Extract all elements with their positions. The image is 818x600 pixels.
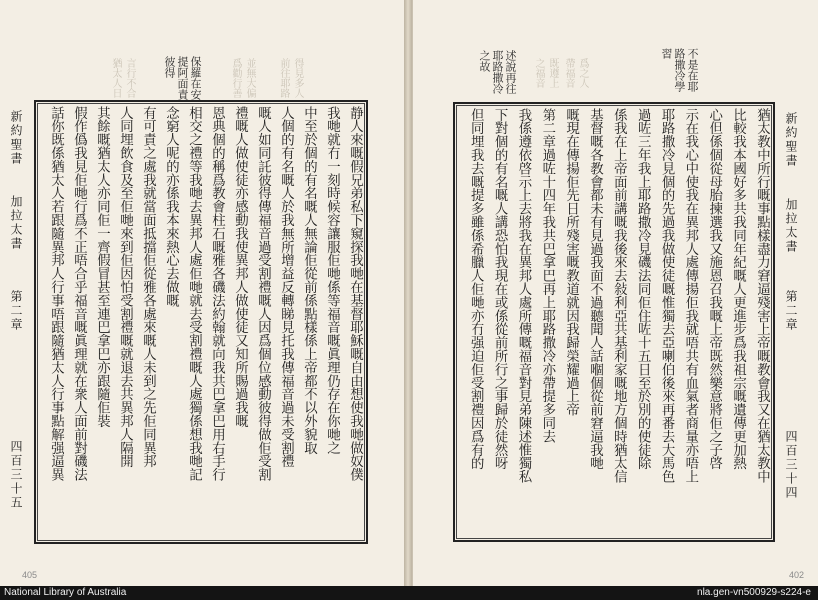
- text-column: 比較我本國好多共我同年紀嘅人更進步爲我祖宗嘅遺傳更加熱: [730, 108, 746, 470]
- text-column: 話你既係猶太人若跟隨異邦人行事唔跟隨猶太人行事點解强逼異: [48, 106, 64, 482]
- right-page: [412, 0, 818, 586]
- text-column: 有可責之處我就當面抵擋佢從雅各處來嘅人未到之先佢同異邦: [140, 106, 156, 468]
- margin-note: 習: [660, 48, 673, 59]
- text-column: 下對個的有名嘅人講恐怕我現在或係從前所行之事歸於徒然呀: [492, 108, 508, 470]
- page-number: 四百三十五: [9, 440, 23, 510]
- book-title: 加拉太書: [784, 198, 798, 254]
- margin-note: 述說再往: [504, 50, 517, 94]
- running-title: 新約聖書: [784, 112, 798, 168]
- footer-bar: [0, 586, 817, 600]
- text-column: 過咗三年我上耶路撒冷見磯法同佢住咗十五日至於別的使徒除: [635, 108, 651, 470]
- running-title: 新約聖書: [9, 110, 23, 166]
- text-column: 念窮人呢的亦係我本來熱心去做嘅: [163, 106, 179, 307]
- margin-note: 路撒冷學: [673, 48, 686, 92]
- text-column: 我係遵依啓示上去將我在異邦人處所傳嘅福音對見弟陳述惟獨私: [515, 108, 531, 484]
- text-column: 我哋就冇一刻時候容讓服佢哋係等福音嘅眞理仍存在你哋之: [324, 106, 340, 455]
- margin-note: 不是在耶: [686, 48, 699, 92]
- text-column: 猶太教中所行嘅事點樣盡力窘逼殘害上帝嘅教會我又在猶太教中: [754, 108, 770, 484]
- text-column: 恩典個的稱爲教會柱石嘅雅各磯法約翰就向我共巴拿巴用右手行: [209, 106, 225, 482]
- text-column: 中至於個的有名嘅人無論佢從前係點樣係上帝都不以外貌取: [301, 106, 317, 455]
- text-column: 静人來嘅假兄弟私下窺探我哋在基督耶穌嘅自由想使我哋做奴僕: [347, 106, 363, 482]
- text-column: 心但係個從母胎揀選我又施恩召我嘅上帝既然樂意將佢之子啓: [706, 108, 722, 470]
- pencil-page-mark: 402: [789, 570, 805, 580]
- margin-note: 保羅在安: [189, 56, 202, 100]
- margin-note: 耶路撒冷: [491, 50, 504, 94]
- ghost-note: 並無大偏: [244, 58, 255, 98]
- book-title: 加拉太書: [9, 195, 23, 251]
- text-column: 係我在上帝面前講嘅我後來去敍利亞共基利家嘅地方個時猶太信: [611, 108, 627, 484]
- ghost-note: 爲之人: [577, 58, 588, 88]
- gutter: [404, 0, 412, 586]
- text-column: 基督嘅各教會都未有見過我面不過聽聞人話嗰個從前窘逼我哋: [587, 108, 603, 470]
- ghost-note: 猶太人日: [110, 58, 121, 98]
- footer-credit: National Library of Australia: [4, 587, 127, 598]
- text-column: 嘅人如同託彼得傳福音過受割禮嘅人因爲個位感動彼得做佢受割: [255, 106, 271, 482]
- text-column: 示在我心中使我在異邦人處傳揚佢我就唔共有血氣者商量亦唔上: [682, 108, 698, 484]
- pencil-page-mark: 405: [22, 570, 38, 580]
- ghost-note: 前往耶路: [278, 58, 289, 98]
- text-column: 其餘嘅猶太人亦同佢一齊假冒甚至連巴拿巴亦跟隨佢裝: [94, 106, 110, 428]
- margin-note: 彼得: [163, 56, 176, 78]
- text-frame: [453, 102, 775, 542]
- text-column: 第二章過咗十四年我共巴拿巴再上耶路撒冷亦帶提多同去: [539, 108, 555, 443]
- chapter-label: 第二章: [9, 290, 23, 332]
- text-frame: [34, 100, 368, 544]
- text-column: 假作僞我見佢哋行爲不正唔合乎福音嘅眞理就在衆人面前對磯法: [71, 106, 87, 482]
- text-column: 嘅現在傳揚佢先日所殘害嘅教道就因我歸榮耀過上帝: [563, 108, 579, 417]
- margin-note: 提阿面責: [176, 56, 189, 100]
- text-column: 人個的有名嘅人於我無所增益反轉睇見托我傳福音過未受割禮: [278, 106, 294, 468]
- footer-identifier: nla.gen-vn500929-s224-e: [697, 587, 811, 598]
- text-column: 但同埋我去嘅提多雖係希臘人佢哋亦冇强迫佢受割禮因爲有的: [468, 108, 484, 470]
- text-column: 相交之禮等我哋去異邦人處佢哋就去受割禮嘅人處獨係想我哋記: [186, 106, 202, 482]
- page-number: 四百三十四: [784, 430, 798, 500]
- text-column: 耶路撒冷見個的先過我做使徒嘅惟獨去亞喇伯後來再番去大馬色: [659, 108, 675, 484]
- ghost-note: 得見多人: [292, 58, 303, 98]
- ghost-note: 爲勸行善: [230, 58, 241, 98]
- ghost-note: 言行不合: [124, 58, 135, 98]
- left-page: [0, 0, 405, 586]
- ghost-note: 既遵上: [547, 58, 558, 88]
- text-column: 禮嘅人做使徒亦感動我使異邦人做使徒又知所賜過我嘅: [232, 106, 248, 428]
- ghost-note: 之福音: [533, 58, 544, 88]
- chapter-label: 第二章: [784, 290, 798, 332]
- ghost-note: 帶福音: [563, 58, 574, 88]
- margin-note: 之故: [478, 50, 491, 72]
- text-column: 人同埋飲食及至佢哋來到佢因怕受割禮嘅就退去共異邦人隔開: [117, 106, 133, 468]
